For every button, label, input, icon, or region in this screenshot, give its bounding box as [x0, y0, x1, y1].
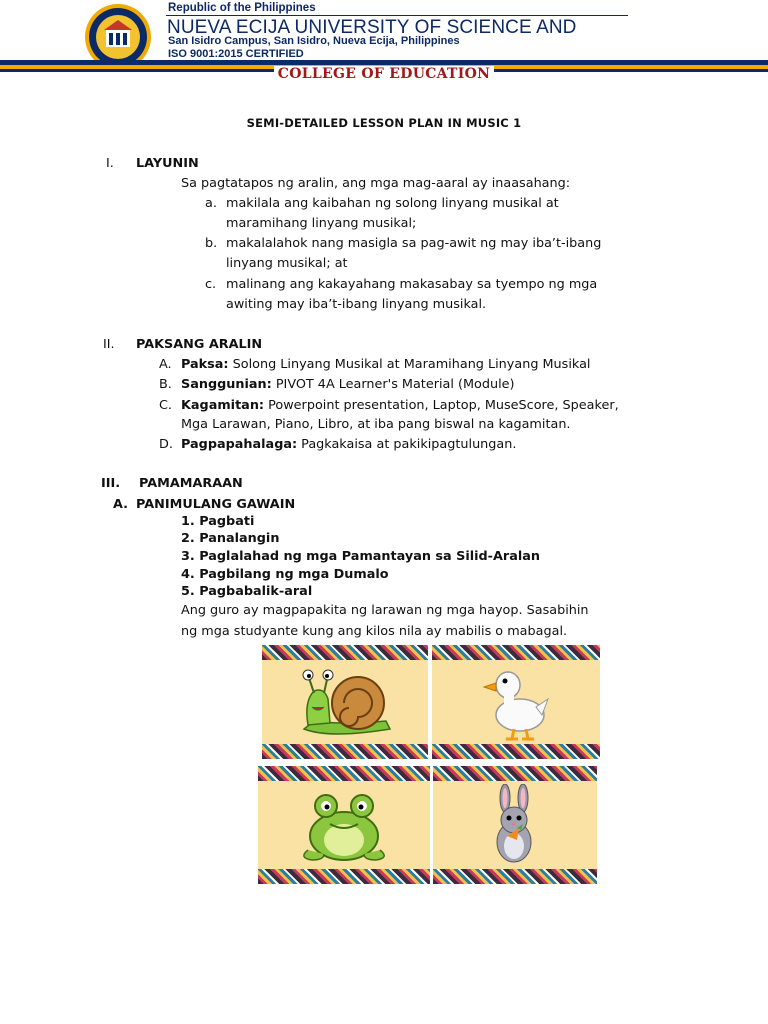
republic-label: Republic of the Philippines	[168, 2, 316, 14]
campus-address: San Isidro Campus, San Isidro, Nueva Ecija, Philippines	[168, 35, 460, 47]
materials-item-cont: Mga Larawan, Piano, Libro, at iba pang biswal na kagamitan.	[181, 417, 571, 432]
step-item: 5. Pagbabalik-aral	[181, 584, 313, 599]
objective-letter: c.	[205, 277, 217, 292]
subsection-letter: A.	[113, 497, 129, 512]
section1-intro: Sa pagtatapos ng aralin, ang mga mag-aaral ay inaasahang:	[181, 176, 571, 191]
objective-letter: a.	[205, 196, 217, 211]
reference-letter: B.	[159, 377, 172, 392]
iso-certification: ISO 9001:2015 CERTIFIED	[168, 48, 304, 60]
step-item: 1. Pagbati	[181, 514, 255, 529]
section3-number: III.	[101, 476, 121, 491]
decor-strip	[258, 766, 430, 781]
objective-text: makilala ang kaibahan ng solong linyang musikal at	[226, 196, 559, 211]
objective-text: linyang musikal; at	[226, 256, 348, 271]
reference-item: Sanggunian: PIVOT 4A Learner's Material (Module)	[181, 377, 515, 392]
lesson-plan-title: SEMI-DETAILED LESSON PLAN IN MUSIC 1	[246, 116, 522, 130]
university-name: NUEVA ECIJA UNIVERSITY OF SCIENCE AND	[167, 17, 577, 38]
section3-heading: PAMAMARAAN	[139, 476, 243, 491]
topic-item: Paksa: Solong Linyang Musikal at Maramihang Linyang Musikal	[181, 357, 591, 372]
subsection-heading: PANIMULANG GAWAIN	[136, 497, 296, 512]
decor-strip	[262, 645, 428, 660]
section1-heading: LAYUNIN	[136, 156, 199, 171]
values-item: Pagpapahalaga: Pagkakaisa at pakikipagtulungan.	[181, 437, 517, 452]
frog-image	[258, 766, 430, 884]
objective-text: awiting may iba’t-ibang linyang musikal.	[226, 297, 487, 312]
objective-text: malinang ang kakayahang makasabay sa tyempo ng mga	[226, 277, 598, 292]
objective-letter: b.	[205, 236, 218, 251]
section2-heading: PAKSANG ARALIN	[136, 337, 263, 352]
step-item: 3. Paglalahad ng mga Pamantayan sa Silid-Aralan	[181, 549, 540, 564]
objective-text: maramihang linyang musikal;	[226, 216, 417, 231]
snail-icon	[300, 665, 395, 741]
section1-number: I.	[106, 156, 114, 171]
values-letter: D.	[159, 437, 173, 452]
section2-number: II.	[103, 337, 115, 352]
activity-paragraph-cont: ng mga studyante kung ang kilos nila ay mabilis o mabagal.	[181, 624, 568, 639]
frog-icon	[294, 788, 394, 864]
step-item: 4. Pagbilang ng mga Dumalo	[181, 567, 389, 582]
decor-strip	[433, 766, 597, 781]
rabbit-icon	[489, 784, 541, 866]
decor-strip	[262, 744, 428, 759]
topic-letter: A.	[159, 357, 172, 372]
materials-letter: C.	[159, 398, 173, 413]
materials-item: Kagamitan: Powerpoint presentation, Laptop, MuseScore, Speaker,	[181, 398, 619, 413]
decor-strip	[432, 645, 600, 660]
decor-strip	[258, 869, 430, 884]
header-rule	[166, 15, 628, 16]
snail-image	[262, 645, 428, 759]
decor-strip	[433, 869, 597, 884]
step-item: 2. Panalangin	[181, 531, 280, 546]
decor-strip	[432, 744, 600, 759]
duck-icon	[482, 663, 552, 743]
activity-paragraph: Ang guro ay magpapakita ng larawan ng mga hayop. Sasabihin	[181, 603, 589, 618]
duck-image	[432, 645, 600, 759]
objective-text: makalalahok nang masigla sa pag-awit ng may iba’t-ibang	[226, 236, 602, 251]
college-name: COLLEGE OF EDUCATION	[0, 66, 768, 82]
rabbit-image	[433, 766, 597, 884]
